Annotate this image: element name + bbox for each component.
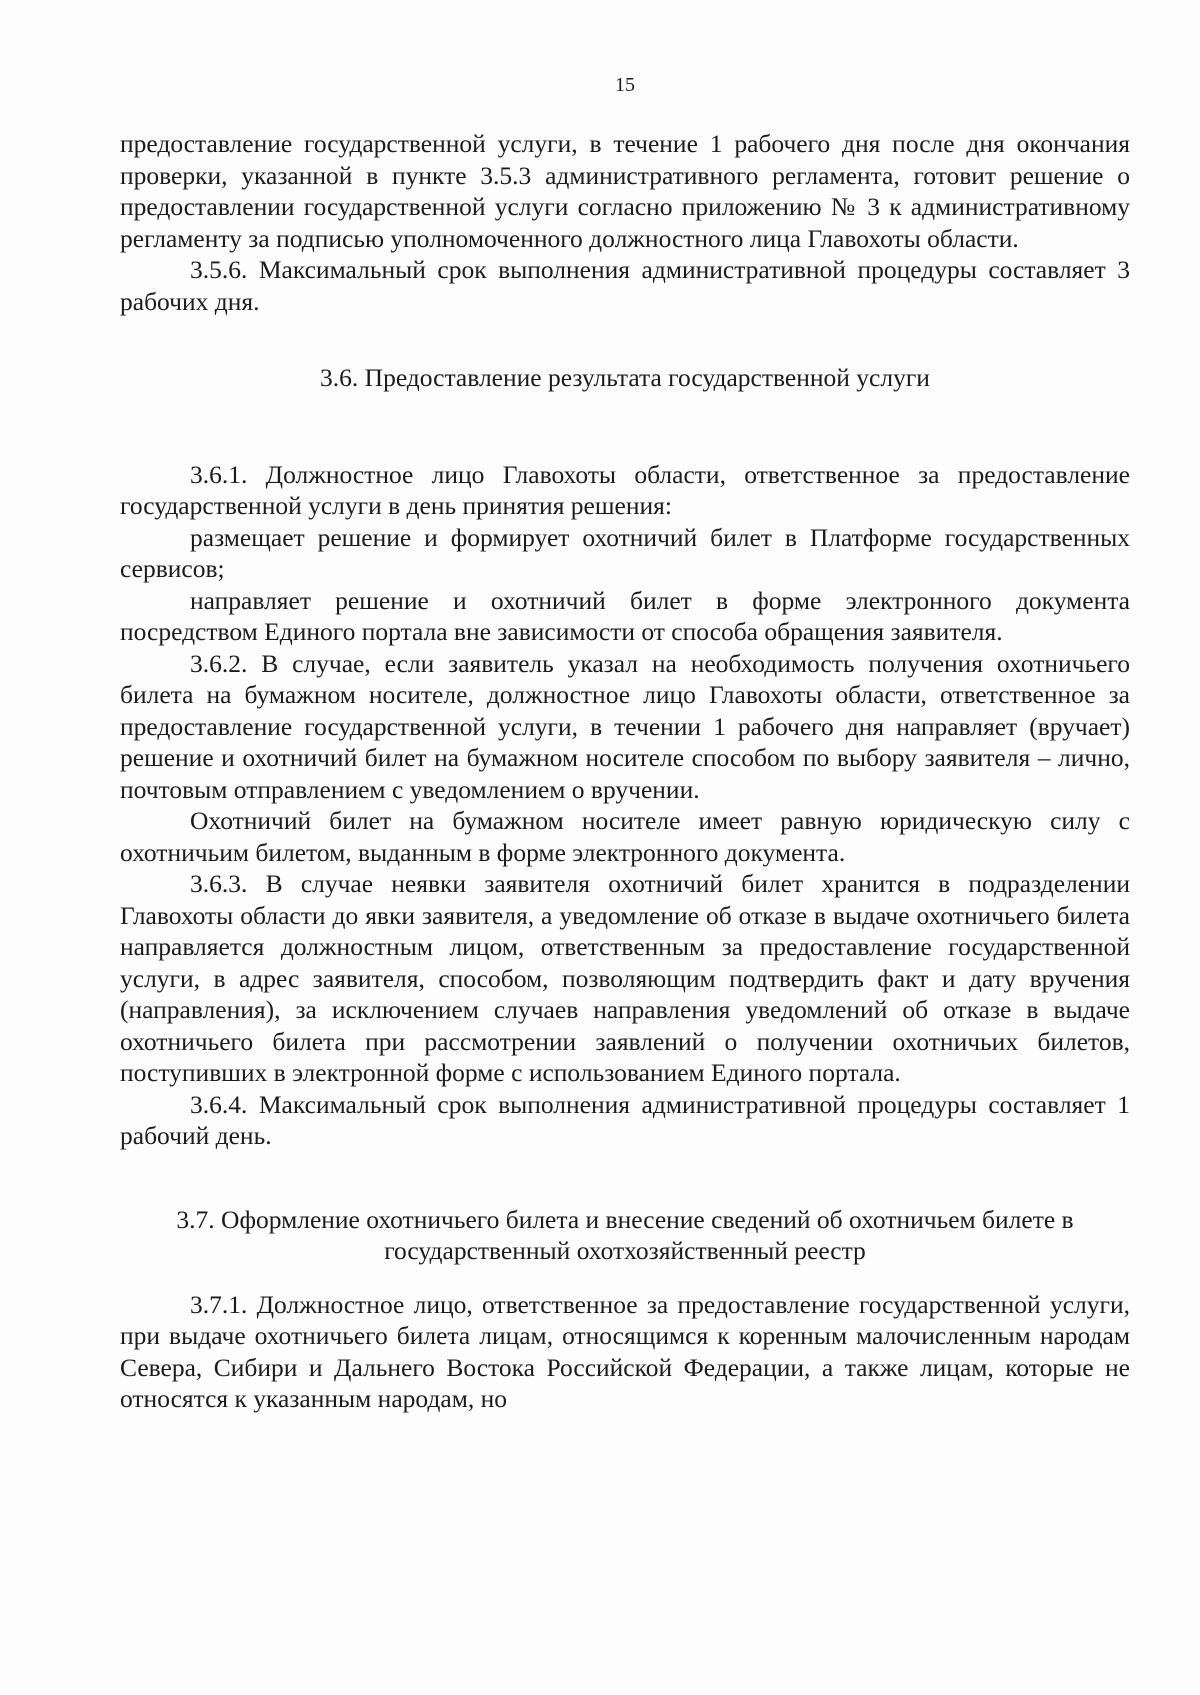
paragraph-3-6-1: 3.6.1. Должностное лицо Главохоты области, ответственное за предоставление государственной услуги в день принятия решения: <box>120 459 1130 520</box>
paragraph-3-6-1-item-2: направляет решение и охотничий билет в форме электронного документа посредством Единого портала вне зависимости от способа обращения заявителя. <box>120 585 1130 646</box>
section-heading-3-7: 3.7. Оформление охотничьего билета и внесение сведений об охотничьем билете в государственный охотхозяйственный реестр <box>176 1204 1074 1265</box>
paragraph-3-6-1-item-1: размещает решение и формирует охотничий билет в Платформе государственных сервисов; <box>120 522 1130 583</box>
paragraph-3-6-3: 3.6.3. В случае неявки заявителя охотничий билет хранится в подразделении Главохоты области до явки заявителя, а уведомление об отказе в выдаче охотничьего билета направляется должностным лицом, ответственным за предоставление государственной услуги, в адрес заявителя, способом, позволяющим подтвердить факт и дату вручения (направления), за исключением случаев направления уведомлений об отказе в выдаче охотничьего билета при рассмотрении заявлений о получении охотничьих билетов, поступивших в электронной форме с использованием Единого портала. <box>120 869 1130 1087</box>
paragraph-3-5-6: 3.5.6. Максимальный срок выполнения административной процедуры составляет 3 рабочих дня. <box>120 255 1130 316</box>
section-heading-3-6: 3.6. Предоставление результата государственной услуги <box>320 363 930 392</box>
paragraph-3-5-5-continued: предоставление государственной услуги, в течение 1 рабочего дня после дня окончания проверки, указанной в пункте 3.5.3 административного регламента, готовит решение о предоставлении государственной услуги согласно приложению № 3 к административному регламенту за подписью уполномоченного должностного лица Главохоты области. <box>120 129 1130 253</box>
paragraph-3-6-2-note: Охотничий билет на бумажном носителе имеет равную юридическую силу с охотничьим билетом, выданным в форме электронного документа. <box>120 806 1130 867</box>
paragraph-3-6-2: 3.6.2. В случае, если заявитель указал на необходимость получения охотничьего билета на бумажном носителе, должностное лицо Главохоты области, ответственное за предоставление государственной услуги, в течении 1 рабочего дня направляет (вручает) решение и охотничий билет на бумажном носителе способом по выбору заявителя – лично, почтовым отправлением с уведомлением о вручении. <box>120 648 1130 804</box>
document-body <box>120 128 1130 1415</box>
paragraph-3-6-4: 3.6.4. Максимальный срок выполнения административной процедуры составляет 1 рабочий день. <box>120 1089 1130 1150</box>
page-number: 15 <box>615 74 635 96</box>
paragraph-3-7-1: 3.7.1. Должностное лицо, ответственное за предоставление государственной услуги, при выдаче охотничьего билета лицам, относящимся к коренным малочисленным народам Севера, Сибири и Дальнего Востока Российской Федерации, а также лицам, которые не относятся к указанным народам, но <box>120 1289 1130 1413</box>
